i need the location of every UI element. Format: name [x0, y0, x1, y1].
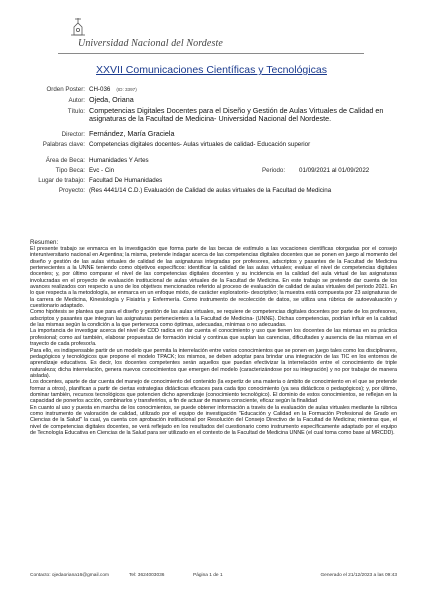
- footer-generated-date: Generado el 21/12/2023 a las 09:43: [320, 573, 397, 578]
- university-header: [60, 14, 290, 50]
- value-area-beca: Humanidades Y Artes: [89, 157, 149, 164]
- value-poster-id: (ID: 3397): [116, 87, 137, 92]
- footer-page-number: Página 1 de 1: [193, 573, 223, 578]
- resumen-heading: Resumen:: [30, 239, 59, 246]
- value-autor: Ojeda, Oriana: [89, 95, 134, 104]
- label-autor: Autor:: [68, 96, 85, 104]
- value-periodo: 01/09/2021 al 01/09/2022: [299, 167, 370, 174]
- resumen-paragraph: Los docentes, aparte de dar cuenta del manejo de conocimiento del contenido (la expertiz de una materia o ámbito de conocimiento en el que se pretende formar a otros), planifican a partir de ciertas estrategias didácticas eficaces para cada tipo conocimiento (ya sea didácticos o pedagógicos); y, por último, dominar también, recursos tecnológicos que potencien dicho aprendizaje (conocimiento tecnológico). El dominio de estos conocimientos, se reflejan en la capacidad de ponerlos acción, combinarlos y transferirlos, a fin de actuar de manera consciente, eficaz según la finalidad: [30, 379, 397, 405]
- footer-phone: Tel: 3624003036: [129, 573, 165, 578]
- label-proyecto: Proyecto:: [58, 187, 85, 194]
- resumen-paragraph: Para ello, es indispensable partir de un modelo que permita la interrelación entre varios conocimientos que se ponen en juego tales como los disciplinares, pedagógicos y tecnológicos que propone el modelo TPACK; los mismos, se deben adoptar para brindar una integración de las TIC en los entornos de aprendizaje educativos. Es decir, los docentes competentes serán aquellos que puedan efectivizar la interrelación entre el conocimiento de triple naturaleza; dicha interrelación, genera nuevos conocimientos que emergen del modelo (caracterizándose por su integración) y no por trabajar de manera aislada).: [30, 347, 397, 379]
- header-rule: [58, 53, 364, 54]
- value-titulo: Competencias Digitales Docentes para el Diseño y Gestión de Aulas Virtuales de Calidad en asignaturas de la Facultad de Medicina- Universidad Nacional del Nordeste.: [89, 106, 384, 124]
- periodo: [262, 167, 369, 176]
- footer-contact: Contacto: ojedaoriana16@gmail.com: [30, 573, 109, 578]
- label-tipo-beca: Tipo Beca:: [55, 167, 85, 174]
- label-lugar-trabajo: Lugar de trabajo:: [38, 177, 85, 184]
- value-orden-poster: CH-036 (ID: 3397): [89, 86, 137, 93]
- value-proyecto: (Res 4441/14 C.D.) Evaluación de Calidad de aulas virtuales de la Facultad de Medicina: [89, 187, 332, 194]
- label-palabras-clave: Palabras clave:: [42, 141, 85, 148]
- value-palabras-clave: Competencias digitales docentes- Aulas virtuales de calidad- Educación superior: [89, 141, 311, 148]
- value-tipo-beca: Evc - Cin: [89, 167, 115, 174]
- university-name: Universidad Nacional del Nordeste: [78, 38, 223, 49]
- label-area-beca: Área de Beca:: [45, 157, 85, 164]
- resumen-paragraph: En cuanto al uso y puesta en marcha de los conocimientos, se puede obtener información a través de la evaluación de aulas virtuales mediante la rúbrica como instrumento de valoración de calidad, utilizado por el equipo de investigación "Educación y Calidad en la Formación Profesional de Grado en Ciencias de la Salud" la cual, ya cuenta con aprobación institucional por Resolución del Consejo Directivo de la Facultad de Medicina; mientras que, el nivel de competencias digitales docentes, se verá reflejado en los resultados del cuestionario como instrumento específicamente adaptado por el equipo de Tecnología Educativa en Ciencias de la Salud para ser utilizado en el contexto de la Facultad de Medicina UNNE (el cual toma como base al MRCDD).: [30, 404, 397, 436]
- label-titulo: Título:: [67, 107, 85, 115]
- label-director: Director:: [61, 130, 85, 138]
- congress-title: XXVII Comunicaciones Científicas y Tecnológicas: [96, 64, 327, 76]
- label-orden-poster: Orden Poster:: [46, 86, 85, 93]
- resumen-paragraph: Como hipótesis se plantea que para el diseño y gestión de las aulas virtuales, se requiere de competencias digitales docentes por parte de los profesores, adscriptos y pasantes que integran las asignaturas pertenecientes a la Facultad de Medicina- (UNNE). Dichas competencias, podrían influir en la calidad de las mismas según la condición a la que pertenezca como óptimas, adecuadas, mínimas o no adecuadas.: [30, 309, 397, 329]
- resumen-paragraph: El presente trabajo se enmarca en la investigación que forma parte de las becas de estímulo a las vocaciones científicas otorgadas por el consejo interuniversitario nacional en Argentina; la misma, pretende indagar acerca de las competencias digitales docentes que se ponen en juego al momento del diseño y gestión de las aulas virtuales de calidad de las asignaturas integradas por profesores, adscriptos y pasantes de la Facultad de Medicina pertenecientes a la UNNE teniendo como objetivos específicos: identificar la calidad de las aulas virtuales; evaluar el nivel de competencias digitales docentes; y, por último comparar el nivel de las competencias digitales docentes y su incidencia en la calidad del aula virtual de las asignaturas involucradas en el proyecto de evaluación institucional de aulas virtuales de la Facultad de Medicina. En este trabajo se pretende dar cuenta de los avances realizados con respecto a uno de los objetivos mencionados referido al proceso de evaluación de calidad de aulas virtuales del periodo 2021. En lo que respecta a la metodología, se enmarca en un enfoque mixto, de carácter exploratorio- descriptivo; la muestra está compuesta por 23 asignaturas de la carrera de Medicina, Kinesiología y Fisiatría y Enfermería. Como instrumento de recolección de datos, se utiliza una rúbrica de autoevaluación y cuestionario adaptado.: [30, 246, 397, 310]
- resumen-paragraph: La importancia de investigar acerca del nivel de CDD radica en dar cuenta el conocimiento y uso que tienen los docentes de las mismas en su práctica profesional; como así también, elaborar propuestas de formación inicial y continua que suplan las carencias, dificultades y ausencia de las mismas en el trayecto de cada profesor/a.: [30, 328, 397, 348]
- resumen-body: [30, 246, 397, 436]
- label-periodo: Periodo:: [262, 167, 286, 174]
- value-director: Fernández, María Graciela: [89, 129, 175, 138]
- university-logo-icon: [60, 14, 290, 38]
- value-lugar-trabajo: Facultad De Humanidades: [89, 177, 163, 184]
